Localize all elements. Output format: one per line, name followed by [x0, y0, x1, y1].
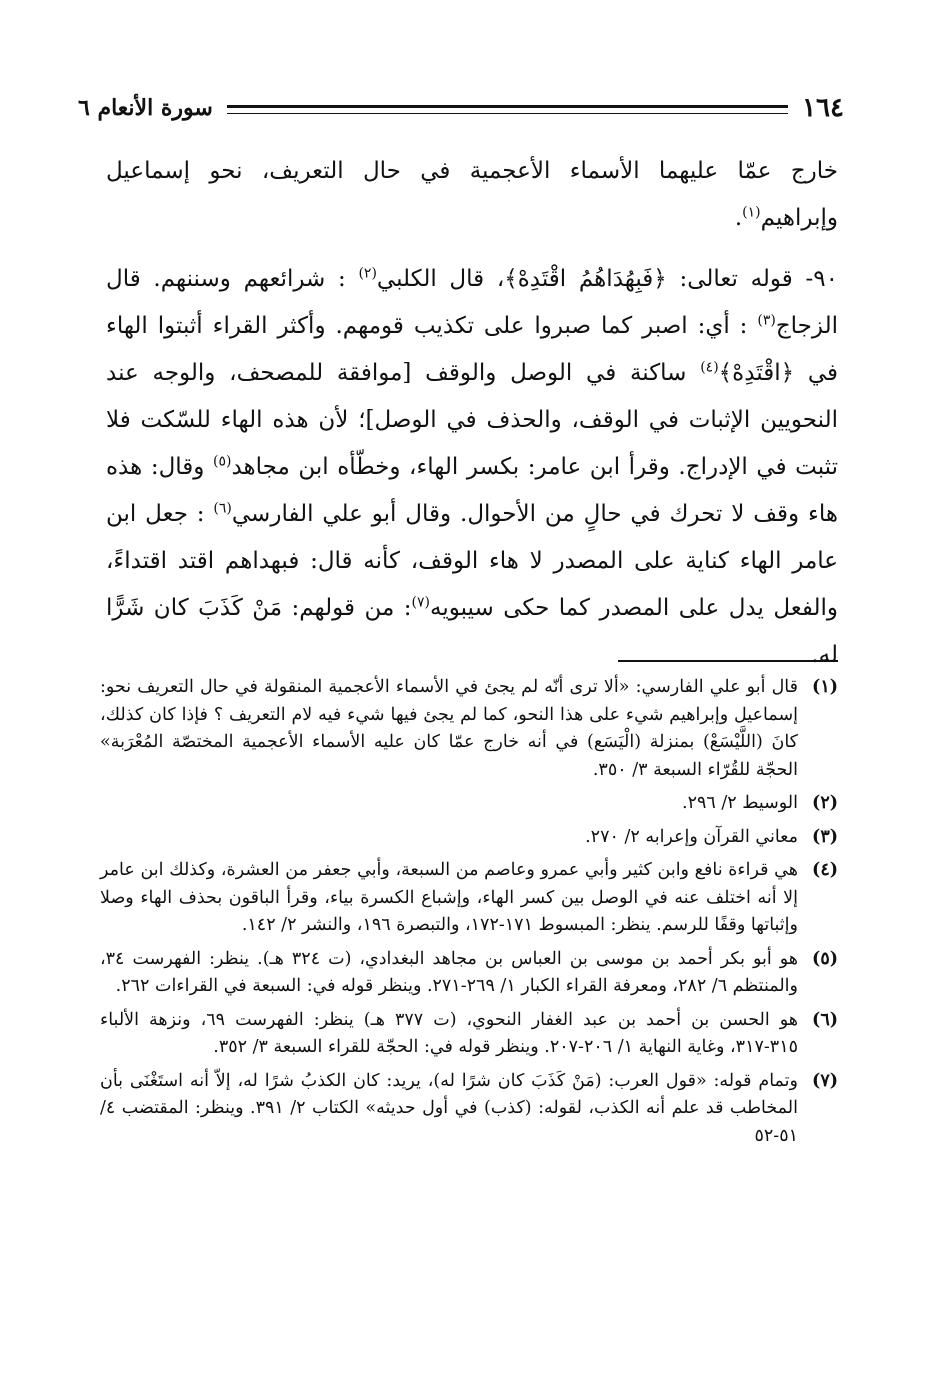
- footnote-5: [100, 946, 838, 1001]
- sura-title: سورة الأنعام ٦: [78, 95, 213, 121]
- footnote-text: قال أبو علي الفارسي: «ألا ترى أنّه لم يجئ في الأسماء الأعجمية المنقولة في حال التعريف نحو: إسماعيل وإبراهيم شيء على هذا النحو، كما لم يجئ فيها شيء فيه لام التعريف ؟ فإذا كان كذلك، كانَ (اللَّيْسَعْ) بمنزلة (الْيَسَع) في أنه خارج عمّا كان عليه الأسماء الأعجمية المختصّة المُعْرَبة» الحجّة للقُرّاء السبعة ٣/ ٣٥٠.: [100, 677, 798, 780]
- footnote-6: [100, 1007, 838, 1062]
- footnote-number: (٥): [812, 948, 838, 969]
- footnote-text: الوسيط ٢/ ٢٩٦.: [681, 793, 798, 813]
- paragraph-1: [106, 148, 838, 242]
- footnotes: [100, 674, 838, 1156]
- paragraph-2-seg-5: وقال: هذه هاء وقف لا تحرك في حالٍ من الأحوال. وقال أبو علي الفارسي: [106, 454, 838, 527]
- footnote-ref-4: (٤): [700, 359, 719, 376]
- footnote-ref-3: (٣): [757, 312, 776, 329]
- footnote-number: (٤): [812, 860, 838, 880]
- paragraph-2-seg-3: : أي: اصبر كما صبروا على تكذيب قومهم. وأكثر القراء أثبتوا الهاء في ﴿اقْتَدِهْ﴾: [106, 313, 838, 386]
- footnote-number: (٢): [812, 793, 838, 813]
- footnote-4: [100, 857, 838, 940]
- paragraph-2-seg-1: ٩٠- قوله تعالى: ﴿فَبِهُدَاهُمُ اقْتَدِهْ﴾، قال الكلبي: [376, 266, 838, 292]
- header-rule: [227, 105, 788, 114]
- footnote-ref-2: (٢): [358, 265, 377, 282]
- footnote-ref-5: (٥): [212, 453, 232, 470]
- footnote-text: هو أبو بكر أحمد بن موسى بن العباس بن مجاهد البغدادي، (ت ٣٢٤ هـ). ينظر: الفهرست ٣٤، والمنتظم ٦/ ٢٨٢، ومعرفة القراء الكبار ١/ ٢٦٩-٢٧١. وينظر قوله في: السبعة في القراءات ٢٦٢.: [100, 948, 798, 996]
- footnote-number: (٦): [812, 1009, 838, 1030]
- footnote-number: (١): [812, 677, 838, 697]
- main-text: [106, 148, 838, 679]
- footnote-number: (٧): [812, 1070, 838, 1091]
- paragraph-2-seg-2: : شرائعهم وسننهم. قال الزجاج: [106, 266, 838, 339]
- paragraph-2-seg-6: : جعل ابن عامر الهاء كناية على المصدر لا هاء الوقف، كأنه قال: فبهداهم اقتد اقتداءً، والفعل يدل على المصدر كما حكى سيبويه: [106, 501, 838, 621]
- footnote-text: وتمام قوله: «قول العرب: (مَنْ كَذَبَ كان شرًا له)، يريد: كان الكذبُ شرًا له، إلاّ أنه استَغْنَى بأن المخاطب قد علم أنه الكذب، لقوله: (كذب) في أول حديثه» الكتاب ٢/ ٣٩١. وينظر: المقتضب ٤/ ٥١-٥٢: [100, 1070, 798, 1146]
- paragraph-2-seg-7: : من قولهم: مَنْ كَذَبَ كان شَرًّا له.: [106, 595, 838, 668]
- footnote-7: [100, 1068, 838, 1151]
- page-number: ١٦٤: [802, 93, 844, 123]
- footnote-text: هو الحسن بن أحمد بن عبد الغفار النحوي، (ت ٣٧٧ هـ) ينظر: الفهرست ٦٩، ونزهة الألباء ٣١٥-٣١٧، وغاية النهاية ١/ ٢٠٦-٢٠٧. وينظر قوله في: الحجّة للقراء السبعة ٣/ ٣٥٢.: [100, 1009, 798, 1057]
- paragraph-2-seg-4: ساكنة في الوصل والوقف [موافقة للمصحف، والوجه عند النحويين الإثبات في الوقف، والحذف في الوصل]؛ لأن هذه الهاء للسّكت فلا تثبت في الإدراج. وقرأ ابن عامر: بكسر الهاء، وخطّأه ابن مجاهد: [106, 360, 838, 480]
- footnote-number: (٣): [812, 826, 838, 847]
- paragraph-2: [106, 256, 838, 679]
- footnote-ref-1: (١): [742, 204, 761, 221]
- footnote-text: معاني القرآن وإعرابه ٢/ ٢٧٠.: [585, 826, 798, 847]
- footnote-text: هي قراءة نافع وابن كثير وأبي عمرو وعاصم من السبعة، وأبي جعفر من العشرة، وكذلك ابن عامر إلا أنه اختلف عنه في الوصل بين كسر الهاء، وإشباع الكسرة بياء، وقرأ الباقون بحذف الهاء وصلا وإثباتها وقفًا للرسم. ينظر: المبسوط ١٧١-١٧٢، والتبصرة ١٩٦، والنشر ٢/ ١٤٢.: [100, 860, 798, 935]
- running-header: [78, 88, 844, 128]
- footnote-2: [100, 790, 838, 818]
- footnote-3: [100, 824, 838, 852]
- footnote-ref-6: (٦): [213, 500, 232, 517]
- footnote-1: [100, 674, 838, 784]
- footnote-separator: [618, 660, 838, 662]
- footnote-ref-7: (٧): [411, 594, 430, 611]
- paragraph-1-text: خارج عمّا عليهما الأسماء الأعجمية في حال التعريف، نحو إسماعيل وإبراهيم: [106, 158, 838, 231]
- paragraph-1-end: .: [734, 205, 743, 231]
